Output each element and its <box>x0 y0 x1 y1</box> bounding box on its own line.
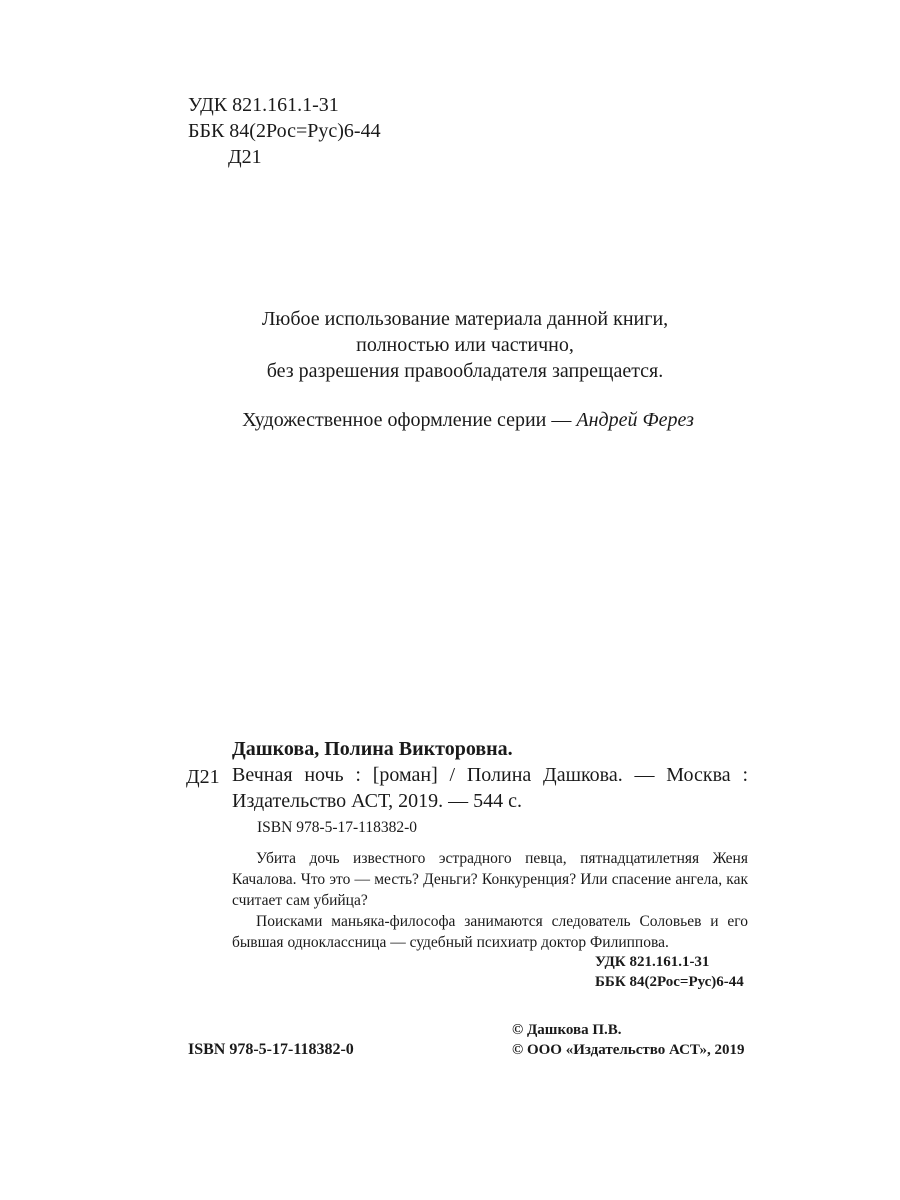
catalog-title-line-2: Издательство АСТ, 2019. — 544 с. <box>232 790 523 812</box>
rights-line-1: Любое использование материала данной книги, <box>261 308 669 330</box>
footer-isbn: ISBN 978-5-17-118382-0 <box>188 1041 354 1058</box>
catalog-author-code: Д21 <box>186 766 220 788</box>
catalog-isbn: ISBN 978-5-17-118382-0 <box>257 819 418 836</box>
rights-line-2: полностью или частично, <box>356 334 574 356</box>
catalog-author: Дашкова, Полина Викторовна. <box>232 738 513 760</box>
bottom-udk-code: УДК 821.161.1-31 <box>595 954 710 970</box>
rights-notice <box>0 306 900 384</box>
annotation <box>232 848 748 953</box>
copyright-block <box>512 1020 745 1060</box>
bottom-bbk-code: ББК 84(2Рос=Рус)6-44 <box>595 974 744 990</box>
copyright-publisher: © ООО «Издательство АСТ», 2019 <box>512 1042 745 1058</box>
designer-name: Андрей Ферез <box>576 409 694 431</box>
series-design-credit <box>0 407 900 433</box>
bbk-code: ББК 84(2Рос=Рус)6-44 <box>188 120 381 142</box>
catalog-title-block <box>232 762 748 814</box>
top-classification-codes <box>188 92 381 170</box>
annotation-paragraph-2: Поисками маньяка-философа занимаются следователь Соловьев и его бывшая одноклассница — судебный психиатр доктор Филиппова. <box>232 913 748 951</box>
design-prefix: Художественное оформление серии — <box>242 409 577 431</box>
udk-code: УДК 821.161.1-31 <box>188 94 339 116</box>
copyright-author: © Дашкова П.В. <box>512 1022 622 1038</box>
bottom-classification-codes <box>595 952 744 992</box>
annotation-paragraph-1: Убита дочь известного эстрадного певца, пятнадцатилетняя Женя Качалова. Что это — месть? Деньги? Конкуренция? Или спасение ангела, как считает сам убийца? <box>232 850 748 909</box>
catalog-title-line-1: Вечная ночь : [роман] / Полина Дашкова. — Москва : <box>232 764 748 786</box>
rights-line-3: без разрешения правообладателя запрещается. <box>266 360 664 382</box>
author-code: Д21 <box>228 146 262 168</box>
